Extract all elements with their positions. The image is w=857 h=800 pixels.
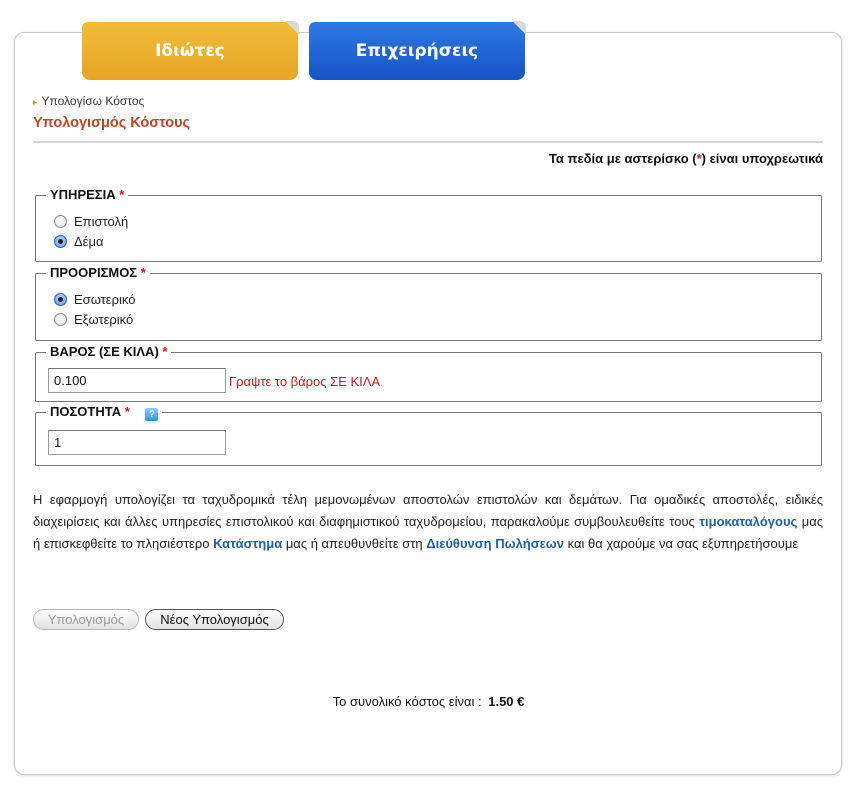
quantity-fieldset bbox=[35, 404, 822, 466]
weight-legend bbox=[46, 344, 171, 359]
destination-option-abroad[interactable] bbox=[54, 312, 133, 327]
weight-input[interactable] bbox=[48, 368, 226, 393]
title-divider bbox=[33, 141, 823, 143]
radio-abroad-label[interactable]: Εξωτερικό bbox=[74, 312, 134, 327]
description-part-4: και θα χαρούμε να σας εξυπηρετήσουμε bbox=[564, 536, 799, 551]
required-note-suffix: ) είναι υποχρεωτικά bbox=[701, 151, 823, 166]
radio-parcel[interactable] bbox=[54, 235, 67, 248]
radio-abroad[interactable] bbox=[54, 313, 67, 326]
required-star: * bbox=[696, 151, 702, 166]
service-option-parcel[interactable] bbox=[54, 234, 104, 249]
tab-business[interactable] bbox=[309, 22, 525, 80]
service-option-letter[interactable] bbox=[54, 214, 128, 229]
info-icon[interactable]: ? bbox=[145, 408, 158, 421]
total-cost bbox=[0, 694, 857, 709]
service-required-star: * bbox=[119, 187, 125, 202]
required-note-prefix: Τα πεδία με αστερίσκο ( bbox=[548, 151, 697, 166]
quantity-required-star: * bbox=[124, 404, 130, 419]
description-part-2: μας ή επισκεφθείτε το πλησιέστερο bbox=[33, 514, 823, 551]
price-list-link[interactable]: τιμοκαταλόγους bbox=[699, 514, 798, 529]
sales-department-link[interactable]: Διεύθυνση Πωλήσεων bbox=[426, 536, 565, 551]
radio-parcel-label[interactable]: Δέμα bbox=[74, 234, 104, 249]
description-text bbox=[33, 489, 823, 555]
tab-private[interactable] bbox=[82, 22, 298, 80]
quantity-legend bbox=[46, 404, 162, 421]
weight-legend-text: ΒΑΡΟΣ (ΣΕ ΚΙΛΑ) bbox=[50, 344, 159, 359]
destination-fieldset bbox=[35, 265, 822, 341]
service-legend-text: ΥΠΗΡΕΣΙΑ bbox=[50, 187, 116, 202]
breadcrumb-text[interactable]: Υπολογίσω Κόστος bbox=[41, 94, 145, 108]
radio-domestic-label[interactable]: Εσωτερικό bbox=[74, 292, 136, 307]
radio-domestic[interactable] bbox=[54, 293, 67, 306]
calculate-button[interactable]: Υπολογισμός bbox=[33, 609, 139, 630]
tab-business-label: Επιχειρήσεις bbox=[355, 41, 479, 61]
weight-required-star: * bbox=[162, 344, 168, 359]
total-cost-label: Το συνολικό κόστος είναι : bbox=[332, 694, 482, 709]
total-cost-value: 1.50 € bbox=[488, 694, 525, 709]
tab-private-label: Ιδιώτες bbox=[155, 41, 225, 61]
destination-required-star: * bbox=[140, 265, 146, 280]
quantity-input[interactable] bbox=[48, 430, 226, 455]
destination-option-domestic[interactable] bbox=[54, 292, 135, 307]
service-fieldset bbox=[35, 187, 822, 262]
description-part-1: Η εφαρμογή υπολογίζει τα ταχυδρομικά τέλη μεμονωμένων αποστολών επιστολών και δεμάτων. Για ομαδικές αποστολές, ειδικές διαχειρίσεις και άλλες υπηρεσίες επιστολικού και διαφημιστικού ταχυδρομείου, παρακαλούμε συμβουλευθείτε τους bbox=[33, 492, 823, 529]
breadcrumb bbox=[33, 94, 144, 108]
quantity-legend-text: ΠΟΣΟΤΗΤΑ bbox=[50, 404, 122, 419]
required-fields-note bbox=[549, 151, 823, 166]
service-legend bbox=[46, 187, 128, 202]
page-title: Υπολογισμός Κόστους bbox=[33, 115, 191, 131]
radio-letter[interactable] bbox=[54, 215, 67, 228]
destination-legend-text: ΠΡΟΟΡΙΣΜΟΣ bbox=[50, 265, 138, 280]
radio-letter-label[interactable]: Επιστολή bbox=[74, 214, 129, 229]
weight-hint: Γραψτε το βάρος ΣΕ ΚΙΛΑ bbox=[229, 374, 381, 389]
store-link[interactable]: Κατάστημα bbox=[213, 536, 283, 551]
breadcrumb-bullet-icon: ▸ bbox=[33, 97, 38, 107]
description-part-3: μας ή απευθυνθείτε στη bbox=[282, 536, 427, 551]
new-calculation-button[interactable]: Νέος Υπολογισμός bbox=[145, 609, 284, 630]
weight-fieldset bbox=[35, 344, 822, 402]
destination-legend bbox=[46, 265, 150, 280]
